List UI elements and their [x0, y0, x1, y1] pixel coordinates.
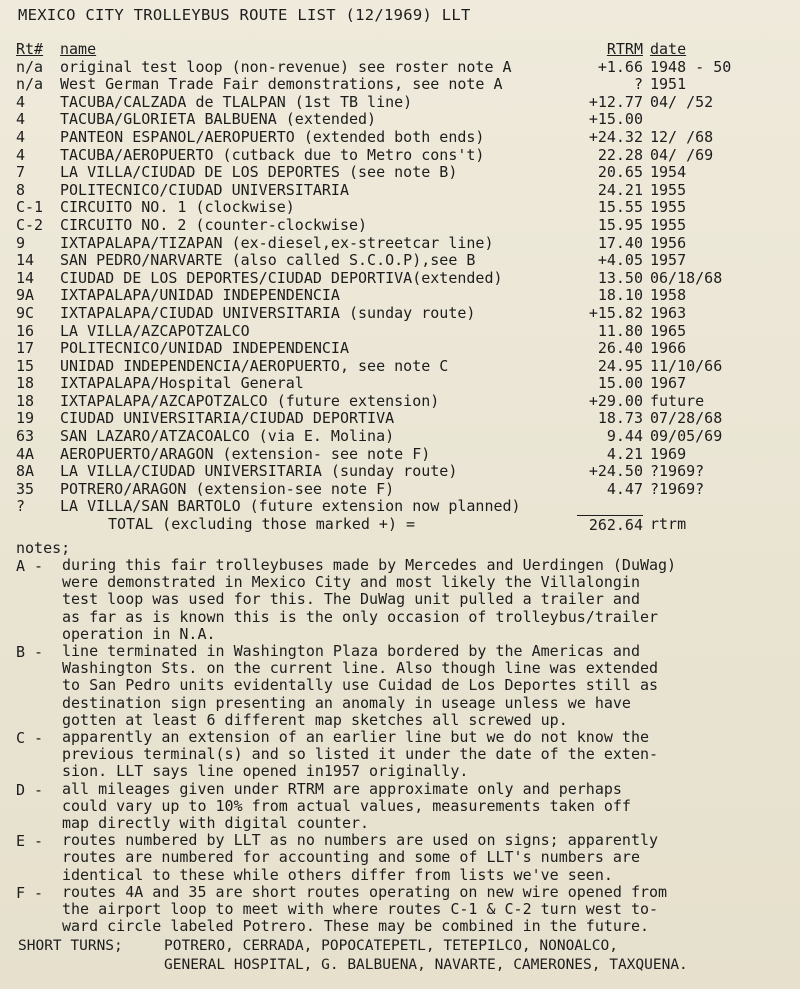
- route-row: [0, 462, 800, 480]
- route-date: ?1969?: [650, 479, 705, 498]
- note-item: [0, 832, 800, 884]
- header-rtrm: RTRM: [606, 40, 643, 58]
- route-name: PANTEON ESPANOL/AEROPUERTO (extended both ends): [60, 127, 485, 146]
- total-row: [0, 515, 800, 533]
- route-rtrm: 20.65: [597, 163, 643, 182]
- route-number: ?: [16, 497, 26, 516]
- route-date: 1955: [650, 180, 687, 199]
- notes-list: [0, 557, 800, 935]
- route-rtrm: 17.40: [597, 233, 643, 252]
- route-number: 35: [16, 479, 35, 498]
- route-name: IXTAPALAPA/Hospital General: [60, 374, 304, 393]
- route-row: [0, 181, 800, 199]
- route-rtrm: 26.40: [597, 339, 643, 358]
- route-number: 9: [16, 233, 26, 252]
- route-number: 14: [16, 251, 35, 270]
- route-date: 1957: [650, 251, 687, 270]
- route-row: [0, 480, 800, 498]
- total-label: TOTAL (excluding those marked +) =: [108, 515, 416, 534]
- route-rtrm: +15.00: [588, 110, 643, 129]
- route-name: LA VILLA/CIUDAD DE LOS DEPORTES (see note B): [60, 163, 458, 182]
- route-rtrm: +15.82: [588, 303, 643, 322]
- route-number: 7: [16, 163, 26, 182]
- route-number: 18: [16, 391, 35, 410]
- route-rtrm: 22.28: [597, 145, 643, 164]
- note-text: routes 4A and 35 are short routes operating on new wire opened from the airport loop to meet with where routes C-1 & C-2 turn west to- ward circle labeled Potrero. These may be combined in the future.: [62, 882, 668, 936]
- route-name: POTRERO/ARAGON (extension-see note F): [60, 479, 395, 498]
- route-number: 19: [16, 409, 35, 428]
- route-row: [0, 304, 800, 322]
- route-rtrm: +29.00: [588, 391, 643, 410]
- route-rtrm: 4.47: [606, 479, 643, 498]
- note-text: routes numbered by LLT as no numbers are used on signs; apparently routes are numbered for accounting and some of LLT's numbers are identical to these while others differ from lists we've seen.: [62, 831, 659, 884]
- route-date: 1958: [650, 286, 687, 305]
- route-rtrm: 11.80: [597, 321, 643, 340]
- route-number: 63: [16, 427, 35, 446]
- short-turns-line-1: POTRERO, CERRADA, POPOCATEPETL, TETEPILCO, NONOALCO,: [164, 938, 618, 954]
- route-name: TACUBA/GLORIETA BALBUENA (extended): [60, 110, 377, 129]
- route-date: ?1969?: [650, 462, 705, 481]
- route-name: TACUBA/AEROPUERTO (cutback due to Metro cons't): [60, 145, 485, 164]
- route-name: IXTAPALAPA/AZCAPOTZALCO (future extension): [60, 391, 440, 410]
- route-date: 1966: [650, 339, 687, 358]
- route-number: 17: [16, 339, 35, 358]
- route-name: CIRCUITO NO. 1 (clockwise): [60, 198, 295, 217]
- note-item: [0, 729, 800, 781]
- route-table-header: [0, 40, 800, 58]
- route-rtrm: +24.50: [588, 462, 643, 481]
- route-number: 15: [16, 356, 35, 375]
- short-turns-label: SHORT TURNS;: [18, 938, 123, 954]
- route-date: 06/18/68: [650, 268, 723, 287]
- route-name: POLITECNICO/UNIDAD INDEPENDENCIA: [60, 339, 349, 358]
- route-date: 04/ /69: [650, 145, 714, 164]
- route-name: UNIDAD INDEPENDENCIA/AEROPUERTO, see note C: [60, 356, 449, 375]
- route-name: CIRCUITO NO. 2 (counter-clockwise): [60, 215, 368, 234]
- route-name: West German Trade Fair demonstrations, see note A: [60, 75, 503, 94]
- note-letter: C -: [16, 729, 44, 748]
- route-date: 1955: [650, 198, 687, 217]
- route-number: 14: [16, 268, 35, 287]
- route-row: [0, 163, 800, 181]
- route-name: CIUDAD DE LOS DEPORTES/CIUDAD DEPORTIVA(extended): [60, 268, 503, 287]
- route-number: 16: [16, 321, 35, 340]
- route-date: 1948 - 50: [650, 57, 732, 76]
- route-name: IXTAPALAPA/CIUDAD UNIVERSITARIA (sunday route): [60, 303, 476, 322]
- route-date: 07/28/68: [650, 409, 723, 428]
- route-rows: [0, 58, 800, 515]
- header-route-name: name: [60, 40, 97, 58]
- route-name: original test loop (non-revenue) see roster note A: [60, 57, 512, 76]
- route-row: [0, 251, 800, 269]
- route-date: 1963: [650, 303, 687, 322]
- note-letter: E -: [16, 832, 44, 851]
- route-row: [0, 110, 800, 128]
- route-number: 9A: [16, 286, 35, 305]
- route-rtrm: +4.05: [597, 251, 643, 270]
- route-rtrm: 15.95: [597, 215, 643, 234]
- route-row: [0, 198, 800, 216]
- note-item: [0, 884, 800, 936]
- route-date: 1954: [650, 163, 687, 182]
- route-row: [0, 128, 800, 146]
- route-number: 9C: [16, 303, 35, 322]
- route-date: 1956: [650, 233, 687, 252]
- short-turns-line-2: GENERAL HOSPITAL, G. BALBUENA, NAVARTE, CAMERONES, TAXQUENA.: [164, 957, 688, 973]
- route-date: 09/05/69: [650, 427, 723, 446]
- note-item: [0, 557, 800, 643]
- route-row: [0, 374, 800, 392]
- route-row: [0, 409, 800, 427]
- route-rtrm: 9.44: [606, 427, 643, 446]
- route-rtrm: +1.66: [597, 57, 643, 76]
- route-row: [0, 427, 800, 445]
- route-number: 8A: [16, 462, 35, 481]
- route-name: LA VILLA/CIUDAD UNIVERSITARIA (sunday route): [60, 462, 458, 481]
- notes-heading: notes;: [16, 539, 71, 557]
- route-name: LA VILLA/SAN BARTOLO (future extension now planned): [60, 497, 521, 516]
- route-rtrm: 24.21: [597, 180, 643, 199]
- note-text: during this fair trolleybuses made by Mercedes and Uerdingen (DuWag) were demonstrated in Mexico City and most likely the Villalongin test loop was used for this. The DuWag unit pulled a trailer and as far as is known this is the only occasion of trolleybus/trailer operation in N.A.: [62, 556, 677, 643]
- route-row: [0, 216, 800, 234]
- route-name: POLITECNICO/CIUDAD UNIVERSITARIA: [60, 180, 349, 199]
- route-rtrm: +12.77: [588, 92, 643, 111]
- route-rtrm: +24.32: [588, 127, 643, 146]
- route-row: [0, 234, 800, 252]
- route-row: [0, 58, 800, 76]
- route-number: 4: [16, 92, 26, 111]
- route-number: n/a: [16, 57, 44, 76]
- route-rtrm: 24.95: [597, 356, 643, 375]
- note-text: line terminated in Washington Plaza bordered by the Americas and Washington Sts. on the current line. Also though line was extended to San Pedro units evidentally use Cuidad de Los Deportes still as destination sign presenting an anomaly in useage unless we have gotten at least 6 different map sketches all screwed up.: [62, 642, 659, 729]
- route-date: 04/ /52: [650, 92, 714, 111]
- route-rtrm: 13.50: [597, 268, 643, 287]
- route-row: [0, 93, 800, 111]
- route-number: C-1: [16, 198, 44, 217]
- route-rtrm: 18.73: [597, 409, 643, 428]
- route-row: [0, 286, 800, 304]
- route-row: [0, 339, 800, 357]
- route-row: [0, 497, 800, 515]
- note-item: [0, 643, 800, 729]
- route-rtrm: ?: [633, 75, 643, 94]
- route-row: [0, 322, 800, 340]
- route-name: SAN LAZARO/ATZACOALCO (via E. Molina): [60, 427, 395, 446]
- route-rtrm: 18.10: [597, 286, 643, 305]
- route-name: LA VILLA/AZCAPOTZALCO: [60, 321, 250, 340]
- route-date: 1951: [650, 75, 687, 94]
- route-number: 8: [16, 180, 26, 199]
- route-rtrm: 4.21: [606, 444, 643, 463]
- route-date: 12/ /68: [650, 127, 714, 146]
- route-name: SAN PEDRO/NARVARTE (also called S.C.O.P),see B: [60, 251, 476, 270]
- route-date: 1969: [650, 444, 687, 463]
- header-route-number: Rt#: [16, 40, 44, 58]
- route-name: CIUDAD UNIVERSITARIA/CIUDAD DEPORTIVA: [60, 409, 395, 428]
- route-name: TACUBA/CALZADA de TLALPAN (1st TB line): [60, 92, 413, 111]
- note-letter: B -: [16, 643, 44, 662]
- header-date: date: [650, 40, 687, 58]
- route-row: [0, 357, 800, 375]
- route-table: [0, 40, 800, 533]
- note-letter: D -: [16, 780, 44, 799]
- route-date: 1967: [650, 374, 687, 393]
- note-item: [0, 781, 800, 833]
- route-row: [0, 269, 800, 287]
- route-rtrm: 15.00: [597, 374, 643, 393]
- route-number: 4A: [16, 444, 35, 463]
- route-rtrm: 15.55: [597, 198, 643, 217]
- total-value: 262.64: [577, 515, 643, 534]
- route-date: future: [650, 391, 705, 410]
- route-number: 4: [16, 110, 26, 129]
- note-text: apparently an extension of an earlier line but we do not know the previous terminal(s) and so listed it under the date of the exten- sion. LLT says line opened in1957 originally.: [62, 728, 659, 781]
- route-date: 1965: [650, 321, 687, 340]
- route-number: C-2: [16, 215, 44, 234]
- note-text: all mileages given under RTRM are approximate only and perhaps could vary up to 10% from actual values, measurements taken off map directly with digital counter.: [62, 779, 631, 833]
- route-date: 1955: [650, 215, 687, 234]
- route-row: [0, 146, 800, 164]
- route-name: IXTAPALAPA/TIZAPAN (ex-diesel,ex-streetcar line): [60, 233, 494, 252]
- route-name: IXTAPALAPA/UNIDAD INDEPENDENCIA: [60, 286, 340, 305]
- note-letter: F -: [16, 883, 44, 902]
- route-row: [0, 445, 800, 463]
- total-unit: rtrm: [650, 515, 687, 534]
- note-letter: A -: [16, 557, 44, 575]
- route-number: n/a: [16, 75, 44, 94]
- route-row: [0, 392, 800, 410]
- route-number: 4: [16, 127, 26, 146]
- route-date: 11/10/66: [650, 356, 723, 375]
- route-number: 4: [16, 145, 26, 164]
- route-row: [0, 75, 800, 93]
- document-title: MEXICO CITY TROLLEYBUS ROUTE LIST (12/1969) LLT: [18, 6, 471, 24]
- route-name: AEROPUERTO/ARAGON (extension- see note F): [60, 444, 431, 463]
- route-number: 18: [16, 374, 35, 393]
